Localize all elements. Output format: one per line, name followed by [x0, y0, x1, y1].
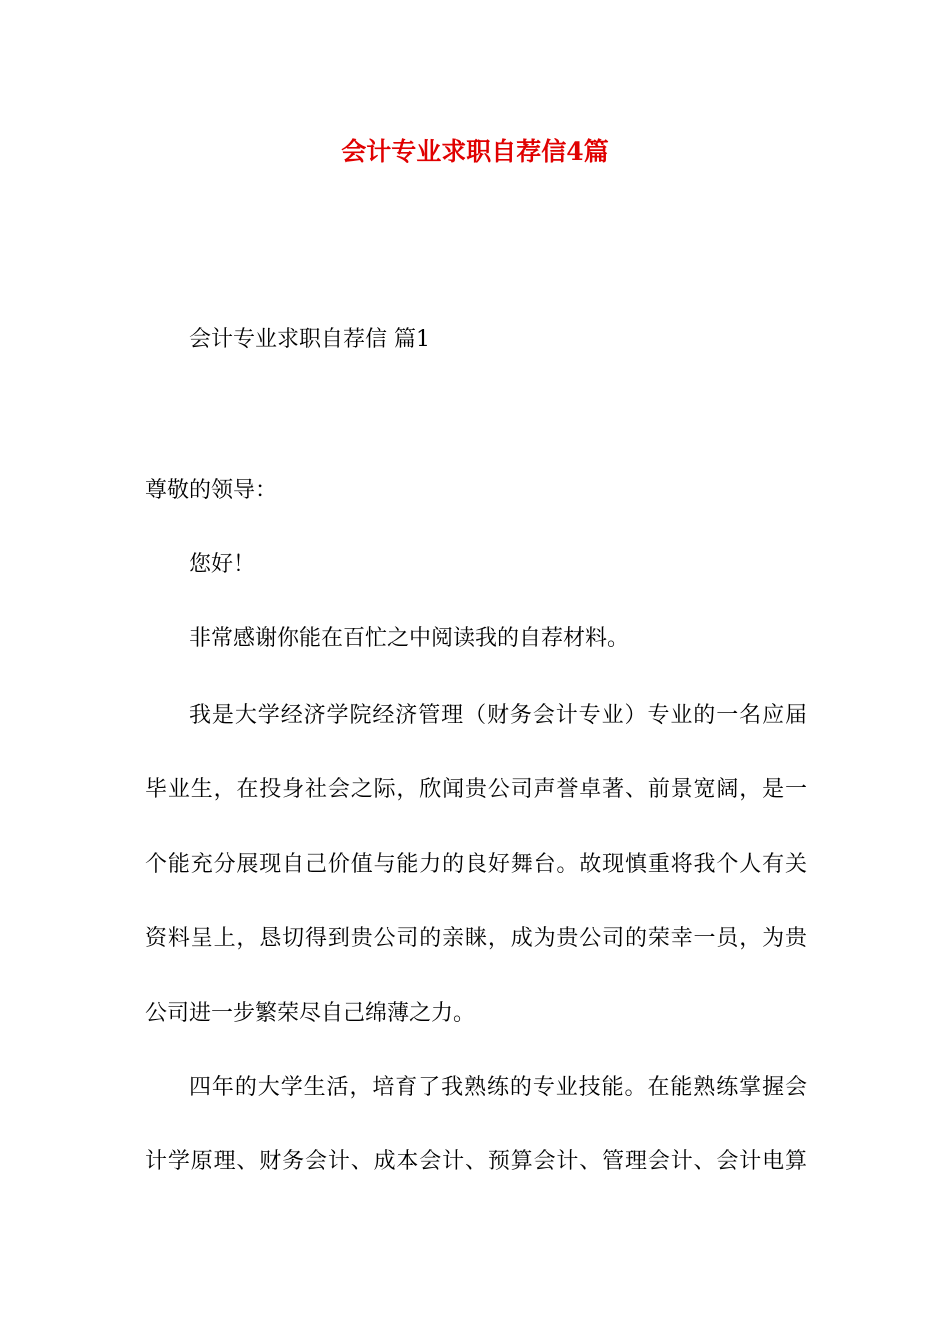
paragraph-1-line-1: 非常感谢你能在百忙之中阅读我的自荐材料。	[189, 626, 630, 651]
paragraph-2-line-3: 个能充分展现自己价值与能力的良好舞台。故现慎重将我个人有关	[145, 852, 807, 877]
paragraph-2-line-2: 毕业生，在投身社会之际，欣闻贵公司声誉卓著、前景宽阔，是一	[145, 777, 807, 802]
paragraph-3-line-2: 计学原理、财务会计、成本会计、预算会计、管理会计、会计电算	[145, 1149, 807, 1174]
section-heading: 会计专业求职自荐信 篇1	[189, 327, 430, 352]
document-title: 会计专业求职自荐信4篇	[341, 137, 609, 166]
greeting: 您好！	[189, 552, 256, 577]
salutation: 尊敬的领导：	[145, 478, 278, 503]
paragraph-2-line-4: 资料呈上，恳切得到贵公司的亲睐，成为贵公司的荣幸一员，为贵	[145, 926, 807, 951]
paragraph-3-line-1: 四年的大学生活，培育了我熟练的专业技能。在能熟练掌握会	[189, 1075, 807, 1100]
paragraph-2-line-5: 公司进一步繁荣尽自己绵薄之力。	[145, 1001, 476, 1026]
paragraph-2-line-1: 我是大学经济学院经济管理（财务会计专业）专业的一名应届	[189, 703, 807, 728]
